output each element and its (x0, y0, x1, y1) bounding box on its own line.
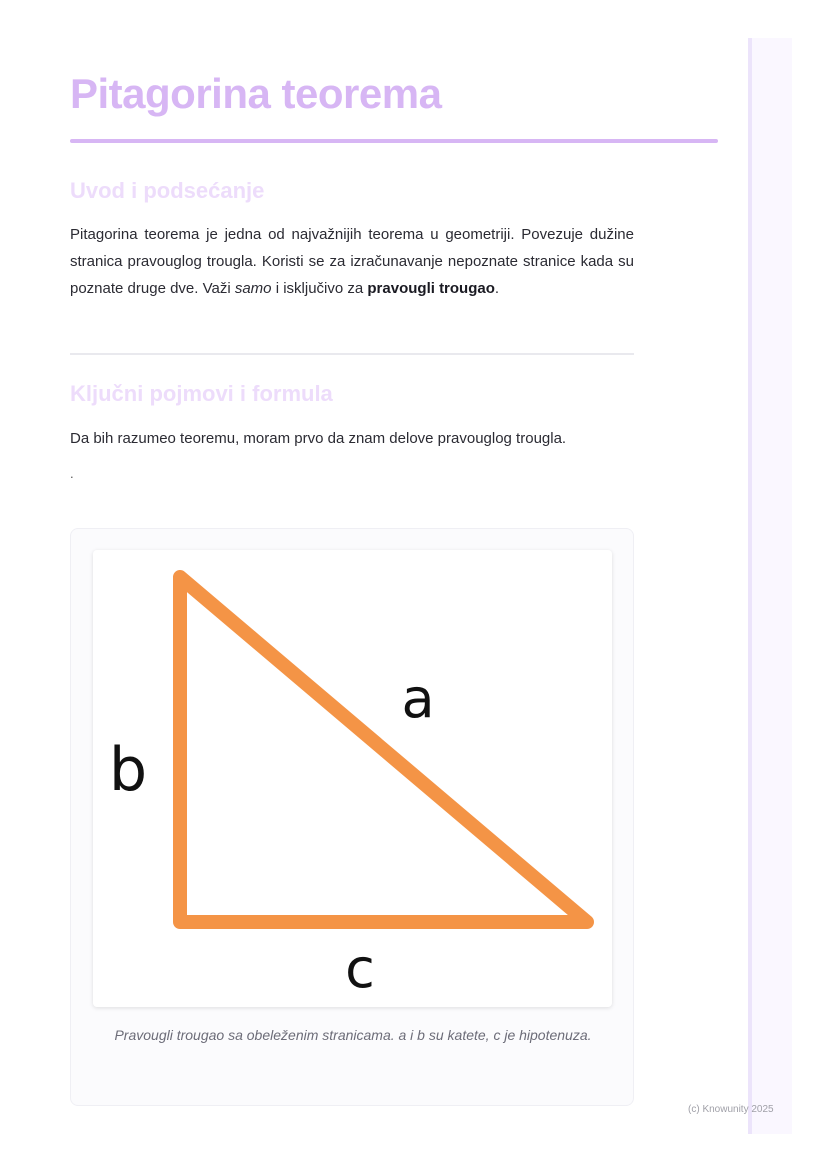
intro-italic-samo: samo (234, 280, 272, 297)
intro-bold-term: pravougli trougao (367, 280, 495, 297)
section-heading-key-terms: Ključni pojmovi i formula (70, 381, 333, 406)
right-triangle-diagram (93, 550, 612, 1007)
intro-text-part-1: Pitagorina teorema je jedna od najvažnijih teorema u geometriji. Povezuje dužine stranica pravouglog trougla. Koristi se za izračunavanje nepoznate stranice kada su poznate druge dve. Važi (70, 226, 634, 297)
key-terms-paragraph: Da bih razumeo teoremu, moram prvo da znam delove pravouglog trougla. (70, 430, 567, 447)
right-sidebar-strip (748, 38, 792, 1134)
triangle-image (93, 550, 612, 1007)
label-b: b (108, 735, 148, 805)
section-heading-intro: Uvod i podsećanje (70, 178, 265, 203)
title-underline (70, 139, 718, 143)
stray-dot: . (70, 466, 74, 481)
intro-paragraph (70, 221, 634, 302)
intro-text-part-2: i isključivo za (271, 280, 368, 297)
page-title: Pitagorina teorema (70, 70, 442, 117)
intro-text-end: . (494, 280, 500, 297)
figure-caption: Pravougli trougao sa obeleženim stranicama. a i b su katete, c je hipotenuza. (114, 1027, 592, 1043)
label-c: c (345, 937, 375, 1000)
label-a: a (401, 667, 435, 730)
copyright-footer: (c) Knowunity 2025 (688, 1104, 774, 1115)
section-divider (70, 353, 634, 355)
triangle-outline (180, 577, 587, 922)
figure-card (70, 528, 634, 1106)
